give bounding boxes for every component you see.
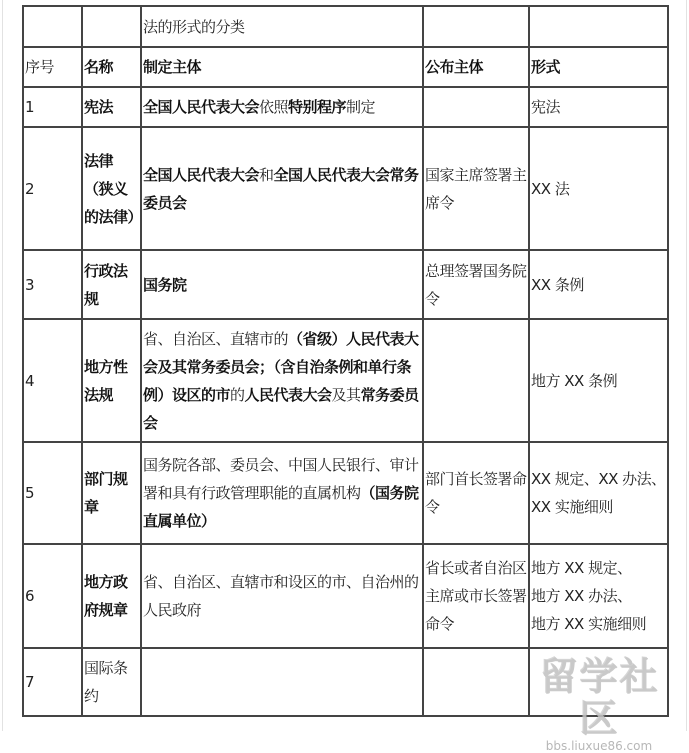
cell-form: XX 规定、XX 办法、 XX 实施细则 [529, 442, 668, 544]
table-row [23, 442, 668, 544]
watermark-url: bbs.liuxue86.com [545, 739, 653, 753]
cell-maker [141, 648, 423, 716]
table-row [23, 250, 668, 319]
cell-publisher: 总理签署国务院令 [423, 250, 529, 319]
cell-maker: 全国人民代表大会和全国人民代表大会常务委员会 [141, 127, 423, 250]
cell-name: 地方性法规 [82, 319, 141, 442]
cell-no: 7 [23, 648, 82, 716]
cell-no: 5 [23, 442, 82, 544]
title-cell-empty [529, 6, 668, 47]
page-edge-right [686, 0, 687, 731]
cell-publisher: 省长或者自治区主席或市长签署命令 [423, 544, 529, 648]
title-cell-empty [82, 6, 141, 47]
title-cell-empty [423, 6, 529, 47]
table-row [23, 87, 668, 127]
cell-no: 4 [23, 319, 82, 442]
cell-publisher: 部门首长签署命令 [423, 442, 529, 544]
table-row [23, 319, 668, 442]
cell-form: XX 条例 [529, 250, 668, 319]
page-edge-left [2, 0, 3, 731]
cell-maker: 国务院 [141, 250, 423, 319]
table-row [23, 544, 668, 648]
cell-form [529, 648, 668, 716]
cell-form: 地方 XX 规定、 地方 XX 办法、 地方 XX 实施细则 [529, 544, 668, 648]
cut-off-text-line [22, 724, 667, 731]
law-forms-table [22, 5, 669, 717]
cell-maker: 全国人民代表大会依照特别程序制定 [141, 87, 423, 127]
header-maker: 制定主体 [141, 47, 423, 87]
table-title: 法的形式的分类 [141, 6, 423, 47]
watermark-logo-text: 留学社区 [538, 654, 659, 740]
cell-publisher [423, 319, 529, 442]
header-publisher: 公布主体 [423, 47, 529, 87]
table-row [23, 127, 668, 250]
cell-publisher [423, 648, 529, 716]
cell-form: XX 法 [529, 127, 668, 250]
cell-no: 1 [23, 87, 82, 127]
cell-publisher: 国家主席签署主席令 [423, 127, 529, 250]
title-cell-empty [23, 6, 82, 47]
header-no: 序号 [23, 47, 82, 87]
cell-form: 地方 XX 条例 [529, 319, 668, 442]
cell-name: 法律（狭义的法律） [82, 127, 141, 250]
cell-name: 部门规章 [82, 442, 141, 544]
cell-form: 宪法 [529, 87, 668, 127]
cell-name: 国际条约 [82, 648, 141, 716]
cell-maker: 省、自治区、直辖市的（省级）人民代表大会及其常务委员会；（含自治条例和单行条例）设区的市的人民代表大会及其常务委员会 [141, 319, 423, 442]
cell-no: 3 [23, 250, 82, 319]
table-title-row [23, 6, 668, 47]
cell-name: 行政法规 [82, 250, 141, 319]
cell-maker: 国务院各部、委员会、中国人民银行、审计署和具有行政管理职能的直属机构（国务院直属单位） [141, 442, 423, 544]
cell-no: 2 [23, 127, 82, 250]
cell-name: 地方政府规章 [82, 544, 141, 648]
table-row [23, 648, 668, 716]
header-name: 名称 [82, 47, 141, 87]
cell-maker: 省、自治区、直辖市和设区的市、自治州的人民政府 [141, 544, 423, 648]
cell-no: 6 [23, 544, 82, 648]
cell-publisher [423, 87, 529, 127]
header-form: 形式 [529, 47, 668, 87]
table-header-row [23, 47, 668, 87]
cell-name: 宪法 [82, 87, 141, 127]
